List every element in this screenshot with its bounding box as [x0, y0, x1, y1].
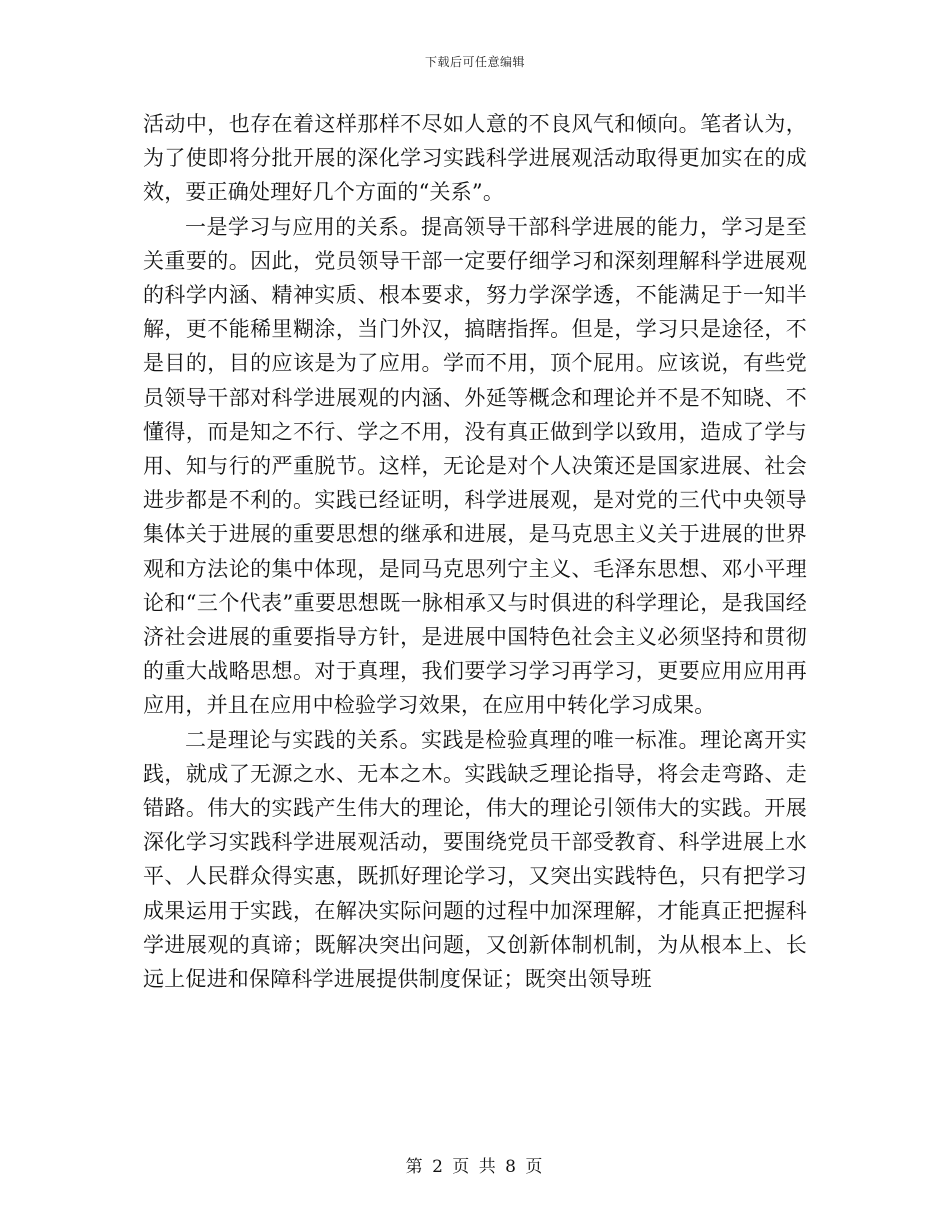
paragraph-theory-and-practice: 二是理论与实践的关系。实践是检验真理的唯一标准。理论离开实践，就成了无源之水、无本之木。实践缺乏理论指导，将会走弯路、走错路。伟大的实践产生伟大的理论，伟大的理论引领伟大的实践。开展深化学习实践科学进展观活动，要围绕党员干部受教育、科学进展上水平、人民群众得实惠，既抓好理论学习，又突出实践特色，只有把学习成果运用于实践，在解决实际问题的过程中加深理解，才能真正把握科学进展观的真谛；既解决突出问题，又创新体制机制，为从根本上、长远上促进和保障科学进展提供制度保证；既突出领导班 — [143, 727, 807, 992]
page-header-note: 下载后可任意编辑 — [424, 55, 525, 69]
paragraph-continuation: 活动中，也存在着这样那样不尽如人意的不良风气和倾向。笔者认为，为了使即将分批开展的深化学习实践科学进展观活动取得更加实在的成效，要正确处理好几个方面的“关系”。 — [143, 112, 807, 205]
document-body — [143, 107, 807, 996]
page-number: 第 2 页 共 8 页 — [405, 1157, 545, 1177]
paragraph-study-and-application: 一是学习与应用的关系。提高领导干部科学进展的能力，学习是至关重要的。因此，党员领导干部一定要仔细学习和深刻理解科学进展观的科学内涵、精神实质、根本要求，努力学深学透，不能满足于一知半解，更不能稀里糊涂，当门外汉，搞瞎指挥。但是，学习只是途径，不是目的，目的应该是为了应用。学而不用，顶个屁用。应该说，有些党员领导干部对科学进展观的内涵、外延等概念和理论并不是不知晓、不懂得，而是知之不行、学之不用，没有真正做到学以致用，造成了学与用、知与行的严重脱节。这样，无论是对个人决策还是国家进展、社会进步都是不利的。实践已经证明，科学进展观，是对党的三代中央领导集体关于进展的重要思想的继承和进展，是马克思主义关于进展的世界观和方法论的集中体现，是同马克思列宁主义、毛泽东思想、邓小平理论和“三个代表”重要思想既一脉相承又与时俱进的科学理论，是我国经济社会进展的重要指导方针，是进展中国特色社会主义必须坚持和贯彻的重大战略思想。对于真理，我们要学习学习再学习，更要应用应用再应用，并且在应用中检验学习效果，在应用中转化学习成果。 — [143, 214, 807, 718]
